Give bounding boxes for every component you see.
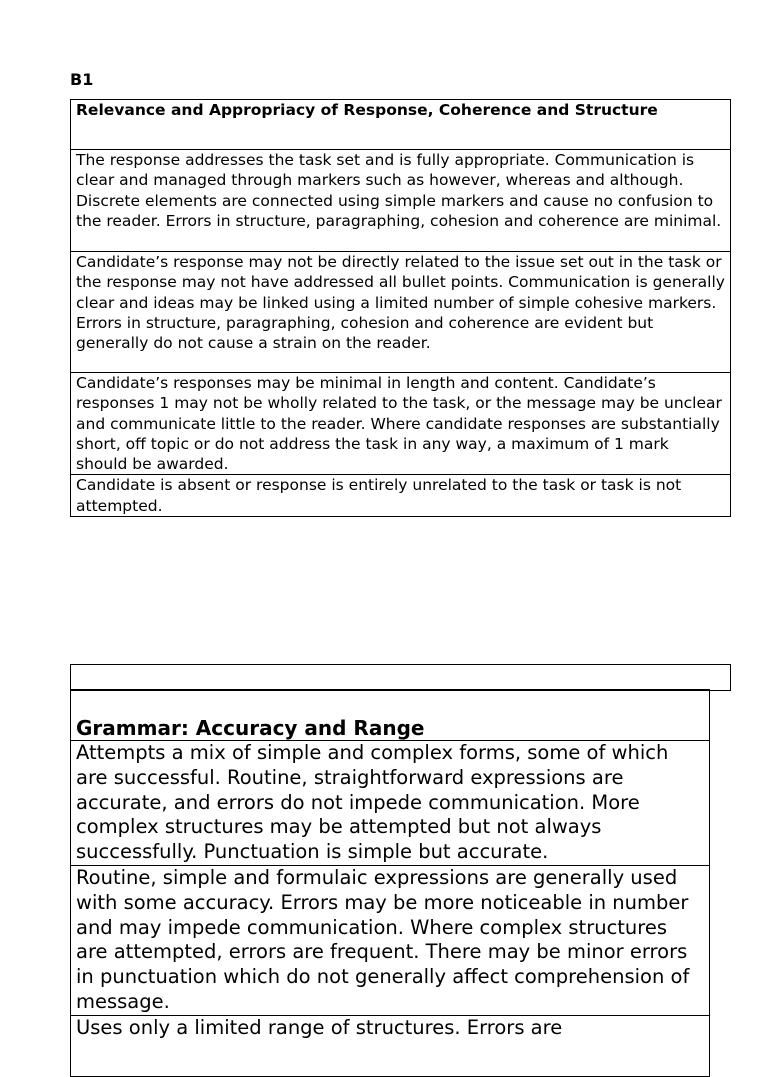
section-label: B1: [70, 70, 94, 89]
table-cell: Uses only a limited range of structures. Errors are: [71, 1016, 710, 1077]
table-cell: The response addresses the task set and is fully appropriate. Communication is clear and managed through markers such as however, whereas and although. Discrete elements are connected using simple markers and cause no confusion to the reader. Errors in structure, paragraphing, cohesion and coherence are minimal.: [71, 150, 731, 252]
table-row: [71, 373, 731, 475]
table-row: [71, 475, 731, 517]
table-header-row: [71, 690, 710, 741]
table-header-row: [71, 100, 731, 150]
table-cell: Candidate’s responses may be minimal in length and content. Candidate’s responses 1 may not be wholly related to the task, or the message may be unclear and communicate little to the reader. Where candidate responses are substantially short, off topic or do not address the task in any way, a maximum of 1 mark should be awarded.: [71, 373, 731, 475]
table-row: [71, 1016, 710, 1077]
grammar-accuracy-table: [70, 689, 710, 1077]
table-row: [71, 866, 710, 1016]
table-cell: Candidate is absent or response is entirely unrelated to the task or task is not attempted.: [71, 475, 731, 517]
table-header-cell: Relevance and Appropriacy of Response, Coherence and Structure: [71, 100, 731, 150]
table-row: [71, 150, 731, 252]
table-cell: Candidate’s response may not be directly related to the issue set out in the task or the response may not have addressed all bullet points. Communication is generally clear and ideas may be linked using a limited number of simple cohesive markers. Errors in structure, paragraphing, cohesion and coherence are evident but generally do not cause a strain on the reader.: [71, 252, 731, 373]
table-header-cell: Grammar: Accuracy and Range: [71, 690, 710, 741]
empty-table-row: [70, 664, 731, 691]
table-row: [71, 252, 731, 373]
table-cell: Routine, simple and formulaic expressions are generally used with some accuracy. Errors may be more noticeable in number and may impede communication. Where complex structures are attempted, errors are frequent. There may be minor errors in punctuation which do not generally affect comprehension of message.: [71, 866, 710, 1016]
relevance-coherence-table: [70, 99, 731, 517]
table-row: [71, 741, 710, 866]
table-cell: Attempts a mix of simple and complex forms, some of which are successful. Routine, straightforward expressions are accurate, and errors do not impede communication. More complex structures may be attempted but not always successfully. Punctuation is simple but accurate.: [71, 741, 710, 866]
